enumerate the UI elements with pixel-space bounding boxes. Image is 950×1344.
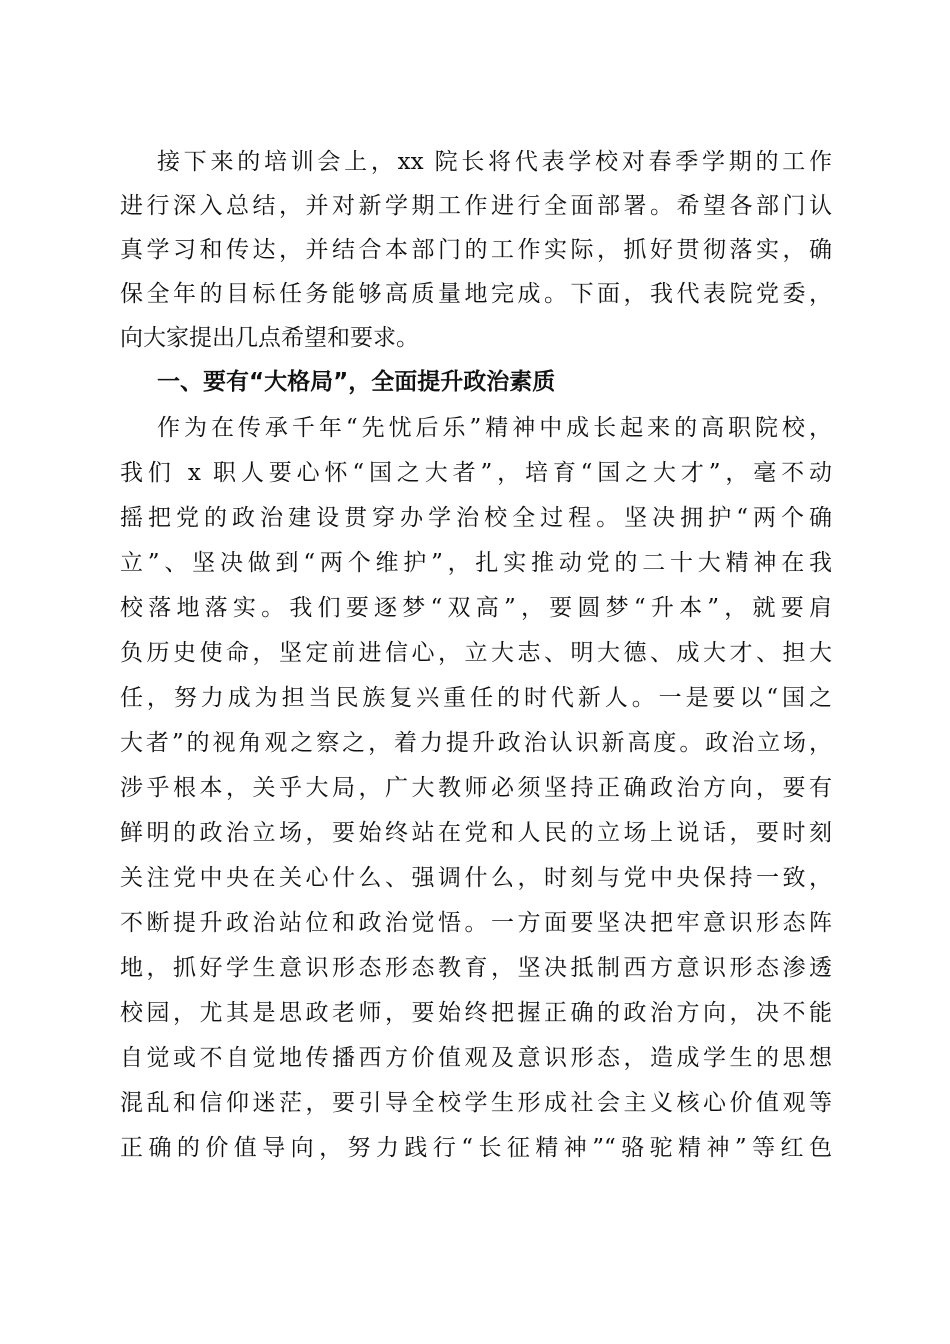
paragraph-2-line: 任，努力成为担当民族复兴重任的时代新人。一是要以“国之	[120, 685, 832, 711]
paragraph-2-line: 校园，尤其是思政老师，要始终把握正确的政治方向，决不能	[120, 1000, 832, 1026]
paragraph-2-line: 我们 x 职人要心怀“国之大者”，培育“国之大才”，毫不动	[120, 460, 832, 486]
paragraph-1-line: 保全年的目标任务能够高质量地完成。下面，我代表院党委，	[120, 281, 832, 307]
paragraph-1-line: 向大家提出几点希望和要求。	[120, 325, 419, 351]
paragraph-2-line: 摇把党的政治建设贯穿办学治校全过程。坚决拥护“两个确	[120, 505, 832, 531]
paragraph-2-line: 负历史使命，坚定前进信心，立大志、明大德、成大才、担大	[120, 640, 832, 666]
paragraph-2-line: 涉乎根本，关乎大局，广大教师必须坚持正确政治方向，要有	[120, 775, 832, 801]
paragraph-2-line: 自觉或不自觉地传播西方价值观及意识形态，造成学生的思想	[120, 1045, 832, 1071]
paragraph-1-line: 接下来的培训会上，xx 院长将代表学校对春季学期的工作	[157, 149, 832, 175]
paragraph-2-line: 作为在传承千年“先忧后乐”精神中成长起来的高职院校，	[157, 415, 832, 441]
paragraph-2-line: 鲜明的政治立场，要始终站在党和人民的立场上说话，要时刻	[120, 820, 832, 846]
section-heading-1: 一、要有“大格局”，全面提升政治素质	[157, 369, 556, 395]
paragraph-2-line: 不断提升政治站位和政治觉悟。一方面要坚决把牢意识形态阵	[120, 910, 832, 936]
paragraph-2-line: 混乱和信仰迷茫，要引导全校学生形成社会主义核心价值观等	[120, 1090, 832, 1116]
paragraph-2-line: 立”、坚决做到“两个维护”，扎实推动党的二十大精神在我	[120, 550, 832, 576]
paragraph-2-line: 关注党中央在关心什么、强调什么，时刻与党中央保持一致，	[120, 865, 832, 891]
paragraph-1-line: 真学习和传达，并结合本部门的工作实际，抓好贯彻落实，确	[120, 237, 832, 263]
paragraph-2-line: 正确的价值导向，努力践行“长征精神”“骆驼精神”等红色	[120, 1135, 832, 1161]
paragraph-2-line: 大者”的视角观之察之，着力提升政治认识新高度。政治立场，	[120, 730, 832, 756]
paragraph-2-line: 地，抓好学生意识形态形态教育，坚决抵制西方意识形态渗透	[120, 955, 832, 981]
paragraph-2-line: 校落地落实。我们要逐梦“双高”，要圆梦“升本”，就要肩	[120, 595, 832, 621]
paragraph-1-line: 进行深入总结，并对新学期工作进行全面部署。希望各部门认	[120, 193, 832, 219]
